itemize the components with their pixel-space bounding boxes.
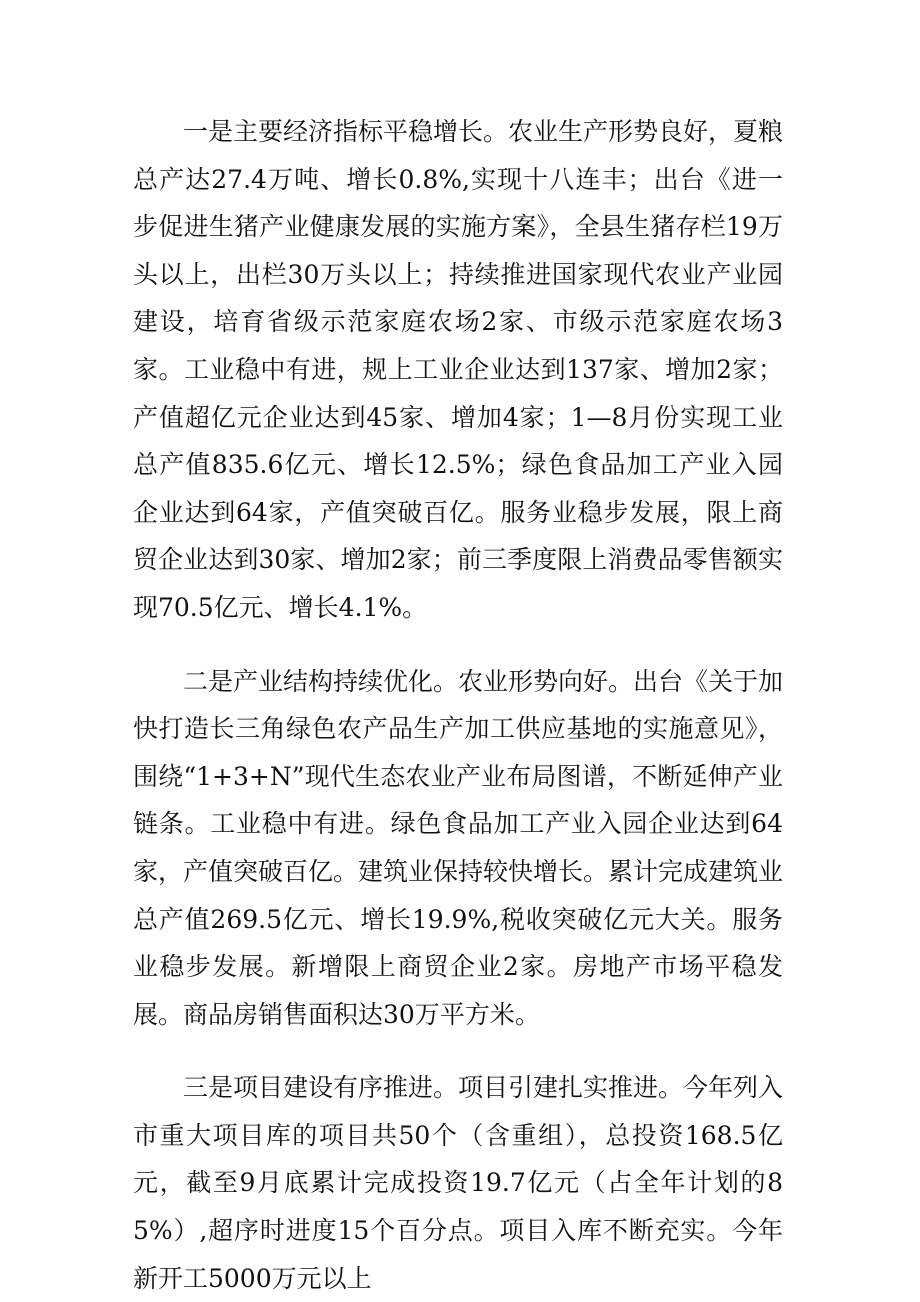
paragraph-project-construction: 三是项目建设有序推进。项目引建扎实推进。今年列入市重大项目库的项目共50个（含重组），总投资168.5亿元，截至9月底累计完成投资19.7亿元（占全年计划的85%）,超序时进度15个百分点。项目入库不断充实。今年新开工5000万元以上 [133, 1073, 784, 1293]
paragraph-industrial-structure: 二是产业结构持续优化。农业形势向好。出台《关于加快打造长三角绿色农产品生产加工供应基地的实施意见》，围绕“1+3+N”现代生态农业产业布局图谱，不断延伸产业链条。工业稳中有进。绿色食品加工产业入园企业达到64家，产值突破百亿。建筑业保持较快增长。累计完成建筑业总产值269.5亿元、增长19.9%,税收突破亿元大关。服务业稳步发展。新增限上商贸企业2家。房地产市场平稳发展。商品房销售面积达30万平方米。 [133, 666, 784, 1029]
paragraph-economic-indicators: 一是主要经济指标平稳增长。农业生产形势良好，夏粮总产达27.4万吨、增长0.8%,实现十八连丰；出台《进一步促进生猪产业健康发展的实施方案》，全县生猪存栏19万头以上，出栏30万头以上；持续推进国家现代农业产业园建设，培育省级示范家庭农场2家、市级示范家庭农场3家。工业稳中有进，规上工业企业达到137家、增加2家；产值超亿元企业达到45家、增加4家；1—8月份实现工业总产值835.6亿元、增长12.5%；绿色食品加工产业入园企业达到64家，产值突破百亿。服务业稳步发展，限上商贸企业达到30家、增加2家；前三季度限上消费品零售额实现70.5亿元、增长4.1%。 [133, 117, 784, 622]
document-body [133, 108, 783, 1302]
